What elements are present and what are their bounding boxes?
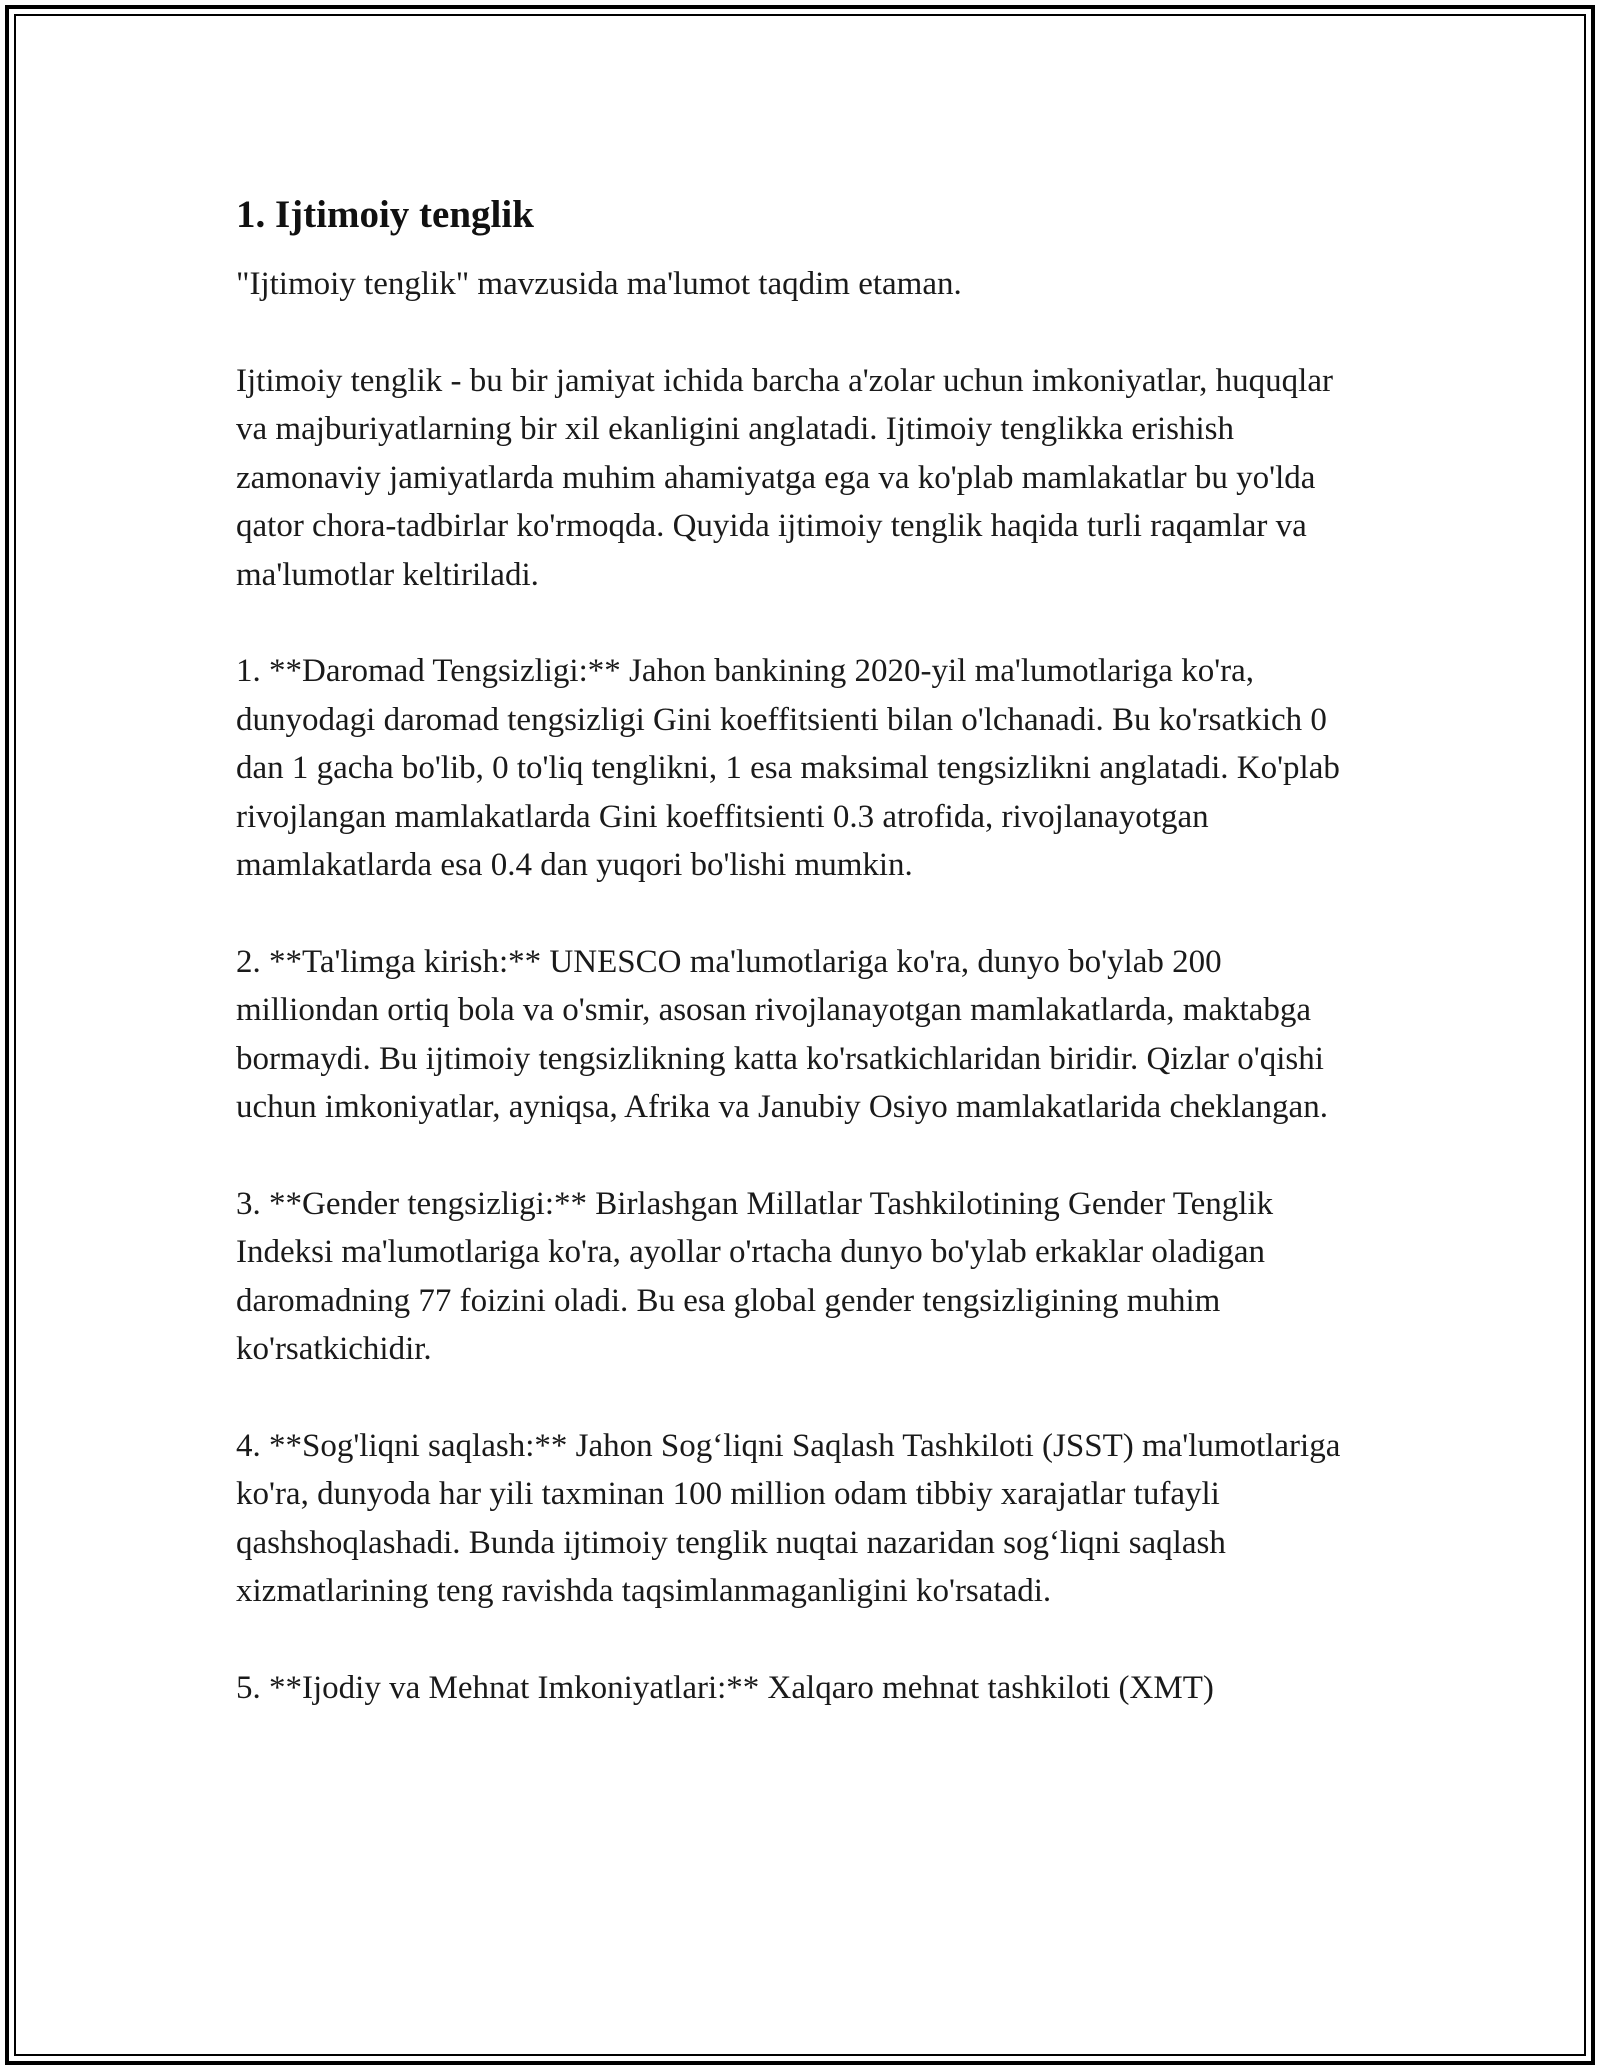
labor-opportunities-paragraph: 5. **Ijodiy va Mehnat Imkoniyatlari:** Xalqaro mehnat tashkiloti (XMT): [236, 1669, 1214, 1706]
gender-inequality-paragraph: 3. **Gender tengsizligi:** Birlashgan Millatlar Tashkilotining Gender Tenglik Indeksi ma'lumotlariga ko'ra, ayollar o'rtacha dunyo bo'ylab erkaklar oladigan daromadning 77 foizini oladi. Bu esa global gender tengsizligining muhim ko'rsatkichidir.: [236, 1185, 1274, 1367]
income-inequality-paragraph: 1. **Daromad Tengsizligi:** Jahon bankining 2020-yil ma'lumotlariga ko'ra, dunyodagi daromad tengsizligi Gini koeffitsienti bilan o'lchanadi. Bu ko'rsatkich 0 dan 1 gacha bo'lib, 0 to'liq tenglikni, 1 esa maksimal tengsizlikni anglatadi. Ko'plab rivojlangan mamlakatlarda Gini koeffitsienti 0.3 atrofida, rivojlanayotgan mamlakatlarda esa 0.4 dan yuqori bo'lishi mumkin.: [236, 653, 1340, 883]
definition-paragraph: Ijtimoiy tenglik - bu bir jamiyat ichida barcha a'zolar uchun imkoniyatlar, huquqlar va majburiyatlarning bir xil ekanligini anglatadi. Ijtimoiy tenglikka erishish zamonaviy jamiyatlarda muhim ahamiyatga ega va ko'plab mamlakatlar bu yo'lda qator chora-tadbirlar ko'rmoqda. Quyida ijtimoiy tenglik haqida turli raqamlar va ma'lumotlar keltiriladi.: [236, 362, 1333, 593]
intro-paragraph: "Ijtimoiy tenglik" mavzusida ma'lumot taqdim etaman.: [236, 266, 962, 302]
healthcare-paragraph: 4. **Sog'liqni saqlash:** Jahon Sog‘liqni Saqlash Tashkiloti (JSST) ma'lumotlariga ko'ra, dunyoda har yili taxminan 100 million odam tibbiy xarajatlar tufayli qashshoqlashadi. Bunda ijtimoiy tenglik nuqtai nazaridan sog‘liqni saqlash xizmatlarining teng ravishda taqsimlanmaganligini ko'rsatadi.: [236, 1427, 1341, 1609]
document-body: [236, 190, 1371, 1760]
document-title: 1. Ijtimoiy tenglik: [236, 193, 534, 236]
education-access-paragraph: 2. **Ta'limga kirish:** UNESCO ma'lumotlariga ko'ra, dunyo bo'ylab 200 milliondan ortiq bola va o'smir, asosan rivojlanayotgan mamlakatlarda, maktabga bormaydi. Bu ijtimoiy tengsizlikning katta ko'rsatkichlaridan biridir. Qizlar o'qishi uchun imkoniyatlar, ayniqsa, Afrika va Janubiy Osiyo mamlakatlarida cheklangan.: [236, 943, 1328, 1125]
